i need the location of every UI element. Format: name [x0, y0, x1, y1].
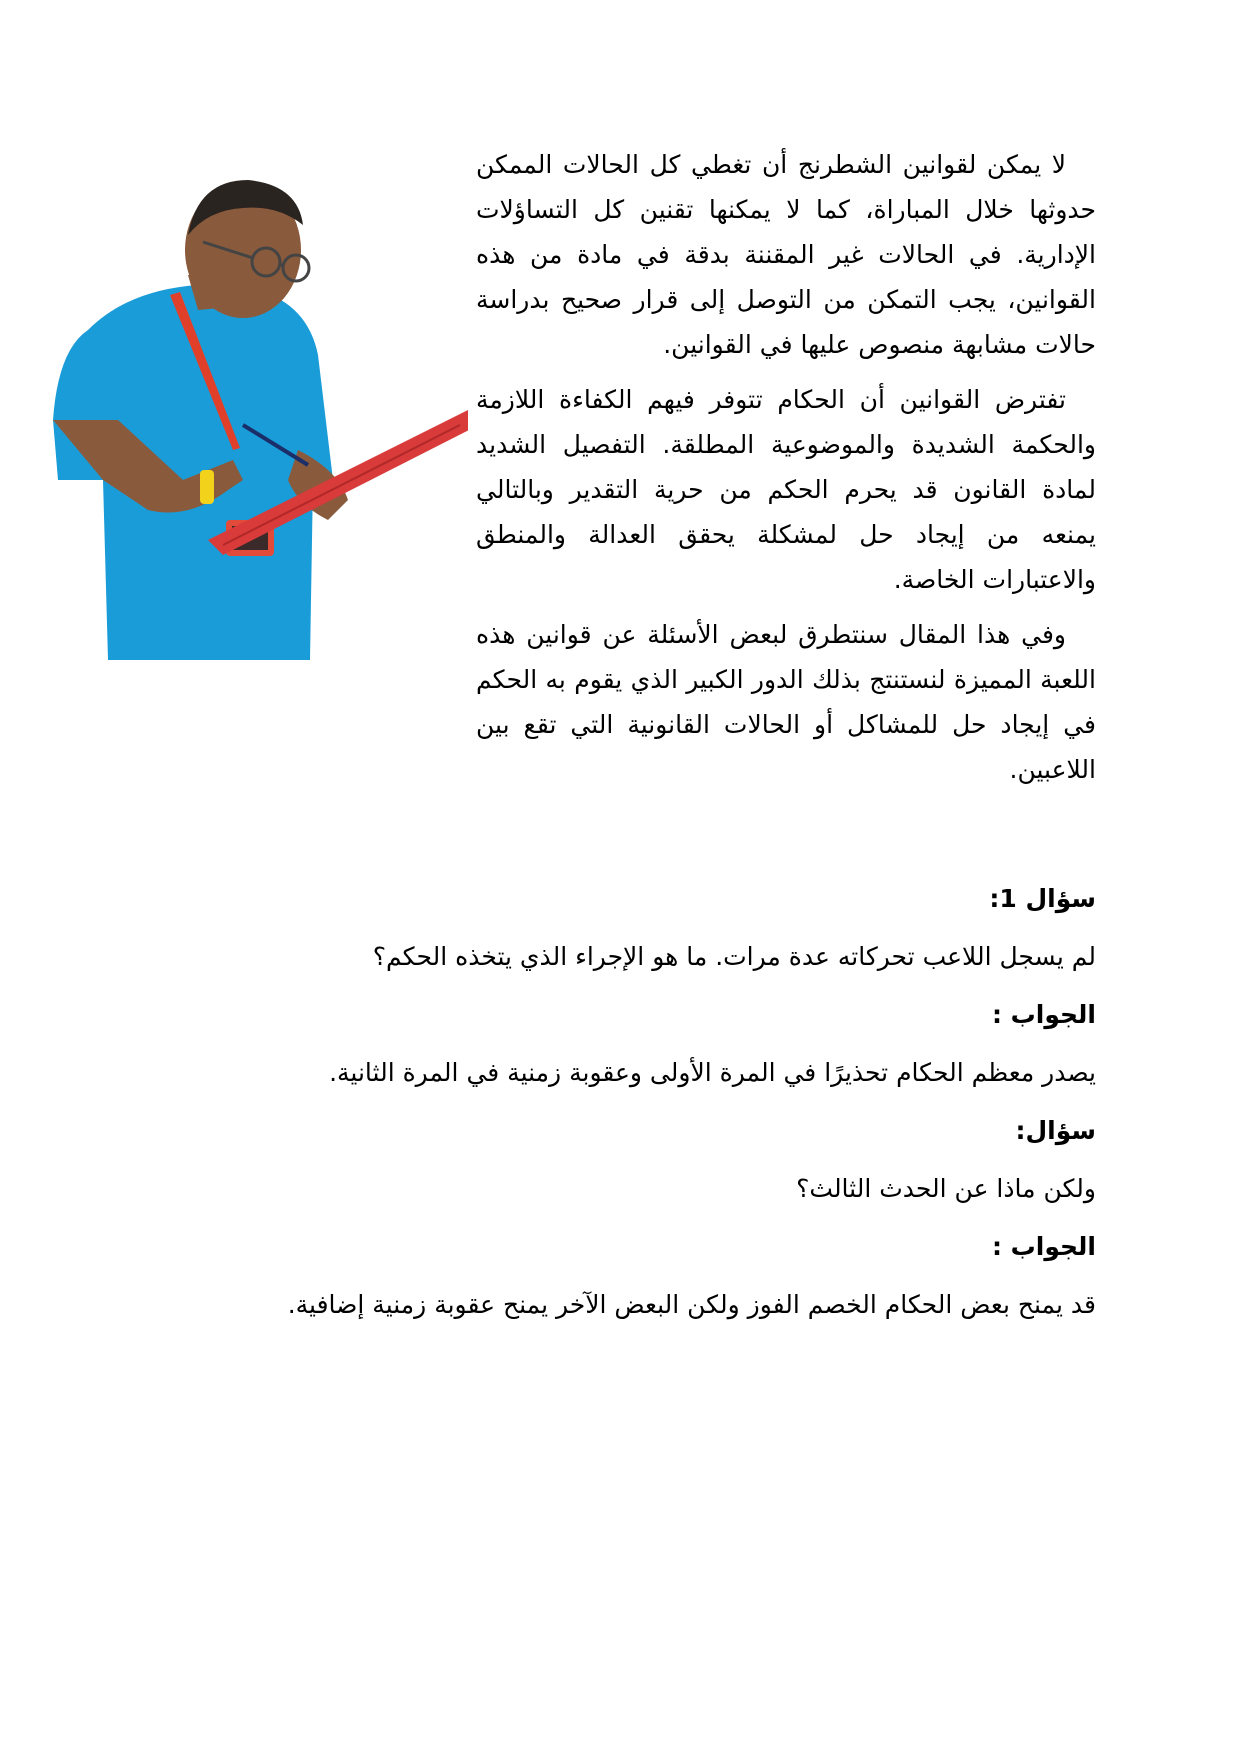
qa-section: [196, 870, 1096, 1334]
question-2-heading: سؤال:: [1015, 1116, 1096, 1145]
wristband: [200, 470, 214, 504]
answer-1-heading: الجواب :: [991, 1000, 1096, 1029]
intro-paragraph-3: وفي هذا المقال سنتطرق لبعض الأسئلة عن قوانين هذه اللعبة المميزة لنستنتج بذلك الدور الكبير الذي يقوم به الحكم في إيجاد حل للمشاكل أو الحالات القانونية التي تقع بين اللاعبين.: [476, 620, 1096, 784]
answer-1-text: يصدر معظم الحكام تحذيرًا في المرة الأولى وعقوبة زمنية في المرة الثانية.: [329, 1058, 1096, 1087]
question-1-heading: سؤال 1:: [989, 884, 1096, 913]
referee-photo: [48, 180, 468, 740]
question-1-text: لم يسجل اللاعب تحركاته عدة مرات. ما هو الإجراء الذي يتخذه الحكم؟: [372, 942, 1096, 971]
answer-2-heading: الجواب :: [991, 1232, 1096, 1261]
answer-2-text: قد يمنح بعض الحكام الخصم الفوز ولكن البعض الآخر يمنح عقوبة زمنية إضافية.: [287, 1290, 1096, 1319]
intro-paragraph-1: لا يمكن لقوانين الشطرنج أن تغطي كل الحالات الممكن حدوثها خلال المباراة، كما لا يمكنها تقنين كل التساؤلات الإدارية. في الحالات غير المقننة بدقة في مادة من هذه القوانين، يجب التمكن من التوصل إلى قرار صحيح بدراسة حالات مشابهة منصوص عليها في القوانين.: [476, 150, 1096, 359]
question-2-text: ولكن ماذا عن الحدث الثالث؟: [796, 1174, 1096, 1203]
intro-paragraph-2: تفترض القوانين أن الحكام تتوفر فيهم الكفاءة اللازمة والحكمة الشديدة والموضوعية المطلقة. التفصيل الشديد لمادة القانون قد يحرم الحكم من حرية التقدير وبالتالي يمنعه من إيجاد حل لمشكلة يحقق العدالة والمنطق والاعتبارات الخاصة.: [476, 385, 1096, 594]
intro-text: [476, 142, 1096, 802]
